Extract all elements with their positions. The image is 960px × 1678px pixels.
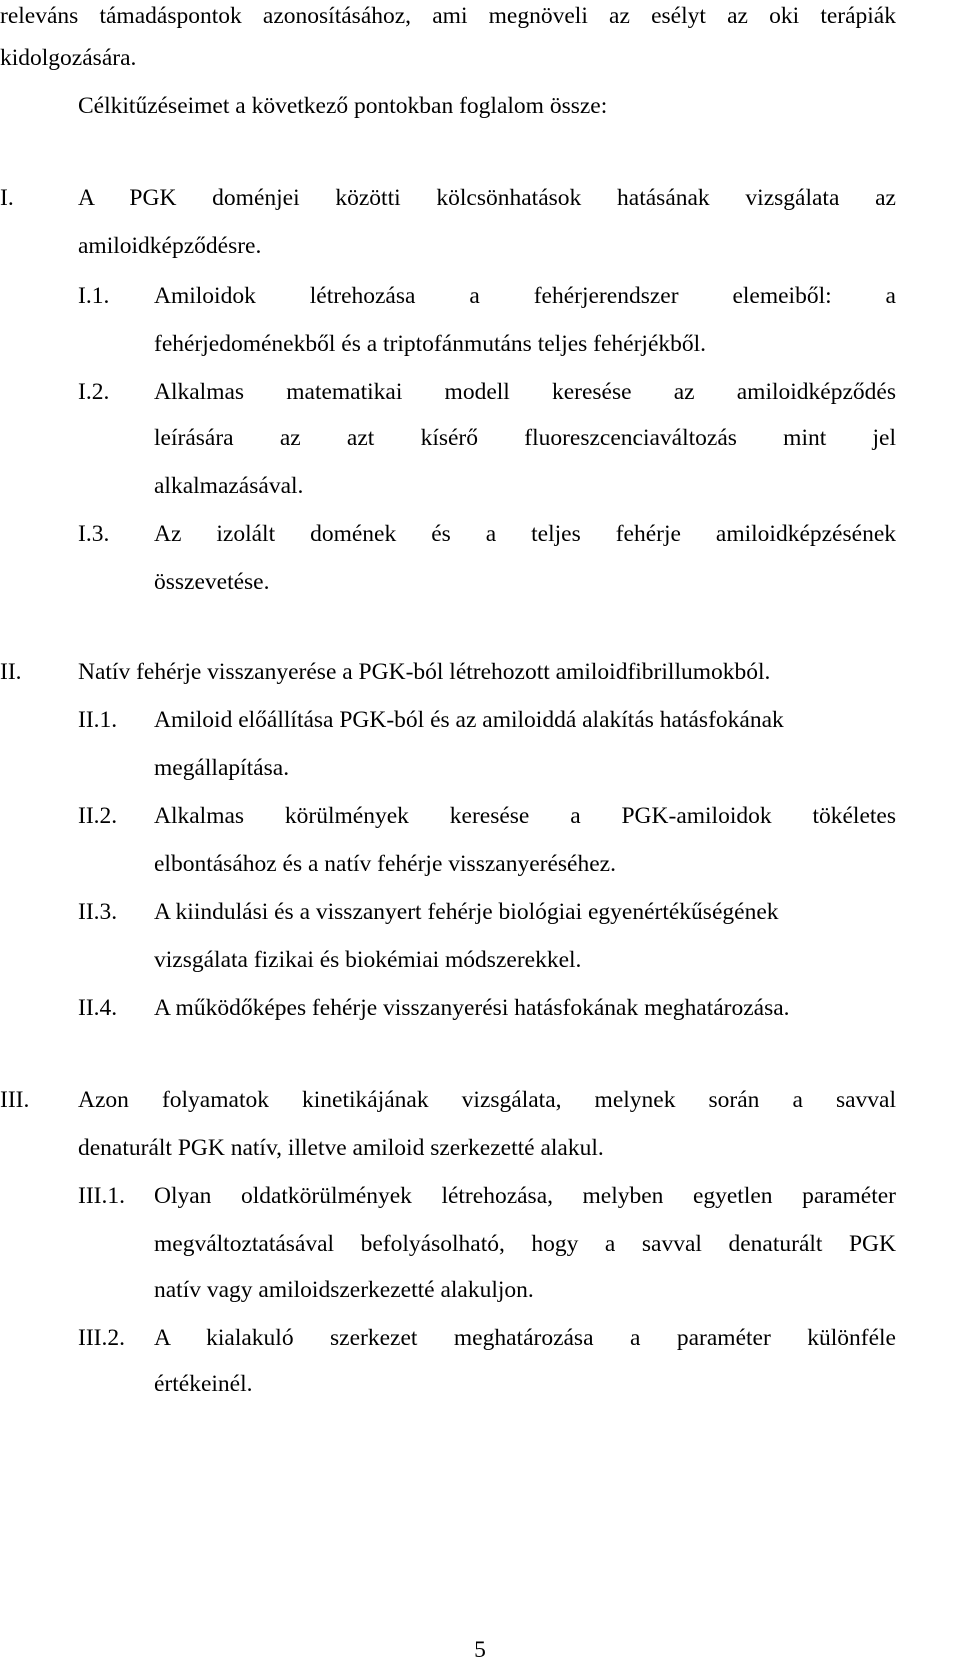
item-number: II.3. bbox=[78, 899, 118, 925]
section-3-number: III. bbox=[0, 1087, 30, 1113]
item-line: Alkalmas körülmények keresése a PGK-amiloidok tökéletes bbox=[154, 803, 896, 829]
item-number: II.1. bbox=[78, 707, 118, 733]
section-2-title-line-1: Natív fehérje visszanyerése a PGK-ból létrehozott amiloidfibrillumokból. bbox=[78, 659, 771, 685]
item-line: Alkalmas matematikai modell keresése az amiloidképződés bbox=[154, 379, 896, 405]
item-line: elbontásához és a natív fehérje visszanyeréséhez. bbox=[154, 851, 616, 877]
item-line: Olyan oldatkörülmények létrehozása, melyben egyetlen paraméter bbox=[154, 1183, 896, 1209]
section-3-title-line-1: Azon folyamatok kinetikájának vizsgálata, melynek során a savval bbox=[78, 1087, 896, 1113]
intro-line-1: releváns támadáspontok azonosításához, ami megnöveli az esélyt az oki terápiák bbox=[0, 3, 896, 29]
item-line: alkalmazásával. bbox=[154, 473, 304, 499]
intro-line-2: kidolgozására. bbox=[0, 45, 137, 71]
item-line: leírására az azt kísérő fluoreszcenciaváltozás mint jel bbox=[154, 425, 896, 451]
item-line: A kialakuló szerkezet meghatározása a paraméter különféle bbox=[154, 1325, 896, 1351]
item-line: vizsgálata fizikai és biokémiai módszerekkel. bbox=[154, 947, 582, 973]
section-2-number: II. bbox=[0, 659, 22, 685]
item-number: III.2. bbox=[78, 1325, 125, 1351]
item-line: összevetése. bbox=[154, 569, 270, 595]
item-number: II.4. bbox=[78, 995, 118, 1021]
item-number: I.2. bbox=[78, 379, 110, 405]
item-line: értékeinél. bbox=[154, 1371, 253, 1397]
item-line: natív vagy amiloidszerkezetté alakuljon. bbox=[154, 1277, 534, 1303]
item-line: fehérjedoménekből és a triptofánmutáns teljes fehérjékből. bbox=[154, 331, 707, 357]
section-1-title-line-1: A PGK doménjei közötti kölcsönhatások hatásának vizsgálata az bbox=[78, 185, 896, 211]
item-line: Az izolált domének és a teljes fehérje amiloidképzésének bbox=[154, 521, 896, 547]
section-1-number: I. bbox=[0, 185, 14, 211]
item-line: megállapítása. bbox=[154, 755, 290, 781]
intro-line-3: Célkitűzéseimet a következő pontokban foglalom össze: bbox=[78, 93, 608, 119]
item-line: A működőképes fehérje visszanyerési hatásfokának meghatározása. bbox=[154, 995, 790, 1021]
item-line: megváltoztatásával befolyásolható, hogy a savval denaturált PGK bbox=[154, 1231, 896, 1257]
item-number: II.2. bbox=[78, 803, 118, 829]
item-line: Amiloid előállítása PGK-ból és az amiloiddá alakítás hatásfokának bbox=[154, 707, 784, 733]
item-number: III.1. bbox=[78, 1183, 125, 1209]
item-number: I.3. bbox=[78, 521, 110, 547]
item-line: A kiindulási és a visszanyert fehérje biológiai egyenértékűségének bbox=[154, 899, 779, 925]
section-3-title-line-2: denaturált PGK natív, illetve amiloid szerkezetté alakul. bbox=[78, 1135, 604, 1161]
item-number: I.1. bbox=[78, 283, 110, 309]
item-line: Amiloidok létrehozása a fehérjerendszer elemeiből: a bbox=[154, 283, 896, 309]
page-number: 5 bbox=[474, 1637, 486, 1663]
section-1-title-line-2: amiloidképződésre. bbox=[78, 233, 262, 259]
